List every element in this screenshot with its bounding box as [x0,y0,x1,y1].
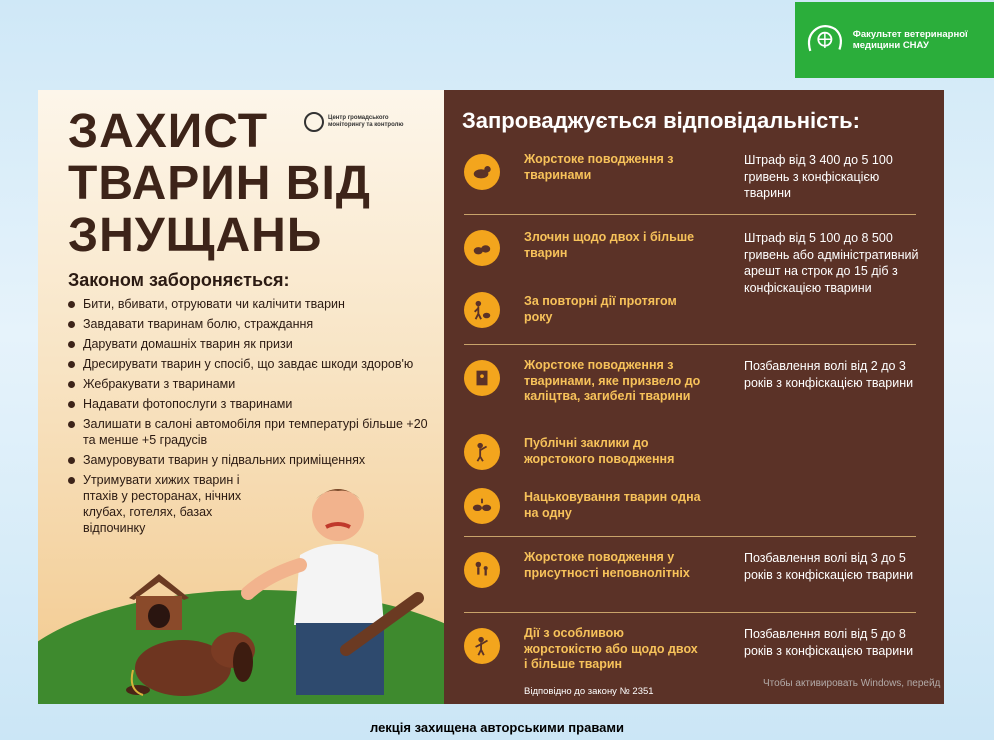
crime-row [464,434,924,474]
windows-activation-watermark: Чтобы активировать Windows, перейд [763,678,941,689]
org-logo [304,112,418,132]
list-item: Жебракувати з тваринами [68,376,438,392]
crime-row [464,488,924,528]
list-item: Залишати в салоні автомобіля при температурі більше +20 та менше +5 градусів [68,416,438,448]
crime-label: За повторні дії протягом року [524,294,677,324]
crime-label: Публічні заклики до жорстокого поводження [524,436,675,466]
divider [464,214,916,215]
crime-label: Нацьковування тварин одна на одну [524,490,701,520]
injured-animal-icon [464,360,500,396]
crime-label: Жорстоке поводження з тваринами [524,152,674,182]
list-item: Надавати фотопослуги з тваринами [68,396,438,412]
org-ring-icon [304,112,324,132]
org-logo-text: Центр громадського моніторингу та контролю [328,115,404,128]
angry-man-icon [238,475,398,695]
list-item: Завдавати тваринам болю, страждання [68,316,438,332]
responsibility-heading: Запроваджується відповідальність: [462,108,861,133]
list-item: Утримувати хижих тварин і птахів у ресторанах, нічних клубах, готелях, базах відпочинку [68,472,268,536]
club-icon [338,590,428,660]
poster-left-panel [38,90,444,704]
copyright-footer: лекція захищена авторськими правами [369,720,624,735]
crime-row [464,230,924,295]
crime-label: Жорстоке поводження з тваринами, яке призвело до каліцтва, загибелі тварини [524,358,701,403]
crime-label: Злочин щодо двох і більше тварин [524,230,695,260]
violence-icon [464,628,500,664]
law-note: Відповідно до закону № 2351 [524,686,654,697]
divider [464,612,916,613]
list-item: Бити, вбивати, отруювати чи калічити тварин [68,296,438,312]
title-line-3: ЗНУЩАНЬ [68,209,323,262]
forbidden-heading: Законом забороняється: [68,270,290,290]
faculty-name: Факультет ветеринарної медицини СНАУ [852,28,968,51]
speaker-icon [464,434,500,470]
dogs-icon [464,230,500,266]
dog-icon [464,154,500,190]
fighting-dogs-icon [464,488,500,524]
list-item: Дресирувати тварин у спосіб, що завдає шкоди здоров'ю [68,356,438,372]
faculty-logo [795,2,994,78]
person-dog-icon [464,292,500,328]
crime-label: Дії з особливою жорстокістю або щодо двох і більше тварин [524,626,698,671]
penalty-text: Штраф від 3 400 до 5 100 гривень з конфіскацією тварини [744,153,893,200]
penalty-text: Позбавлення волі від 2 до 3 років з конфіскацією тварини [744,359,914,390]
title-line-2: ТВАРИН ВІД [68,157,371,210]
crime-row [464,152,924,210]
penalty-text: Позбавлення волі від 3 до 5 років з конфіскацією тварини [744,551,914,582]
child-icon [464,552,500,588]
title-line-1: ЗАХИСТ [68,105,269,158]
poster-right-panel [444,90,944,704]
divider [464,536,916,537]
list-item: Дарувати домашніх тварин як призи [68,336,438,352]
crime-row [464,550,924,600]
divider [464,344,916,345]
crime-row [464,358,924,418]
penalty-text: Штраф від 5 100 до 8 500 гривень або адміністративний арешт на строк до 15 діб з конфіскацією тварини [744,231,919,295]
list-item: Замуровувати тварин у підвальних приміщеннях [68,452,438,468]
poster [38,90,944,704]
crime-label: Жорстоке поводження у присутності неповнолітніх [524,550,690,580]
faculty-emblem-icon [803,15,847,65]
crime-row [464,626,924,676]
penalty-text: Позбавлення волі від 5 до 8 років з конфіскацією тварини [744,627,914,658]
crime-row [464,292,924,332]
